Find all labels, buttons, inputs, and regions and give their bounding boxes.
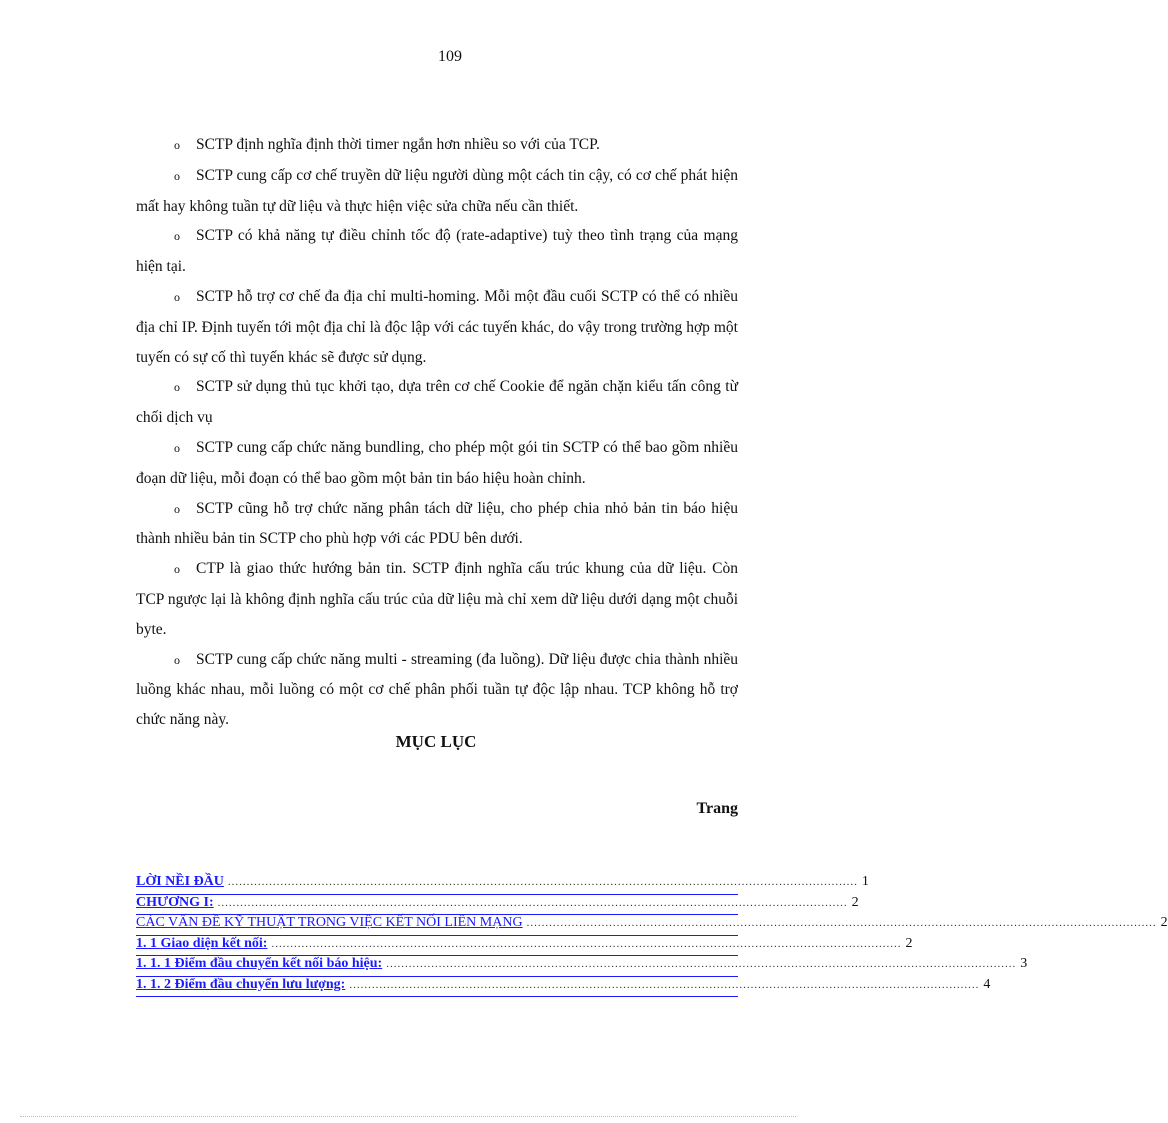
toc-leader-dots: ........................................................................................................................................................................ (271, 937, 902, 950)
bullet-icon: o (174, 229, 180, 244)
bullet-icon: o (174, 380, 180, 395)
toc-leader-dots: ........................................................................................................................................................................ (227, 876, 858, 888)
bullet-icon: o (174, 168, 180, 183)
bullet-icon: o (174, 562, 180, 577)
toc-entry-label[interactable]: 1. 1. 2 Điểm đầu chuyển lưu lượng: (136, 976, 346, 992)
toc-leader-dots: ........................................................................................................................................................................ (349, 978, 980, 991)
toc-leader-dots: ........................................................................................................................................................................ (526, 917, 1157, 929)
bullet-paragraph: o SCTP cung cấp chức năng multi - streaming (đa luồng). Dữ liệu được chia thành nhiều luồng khác nhau, mỗi luồng có một cơ chế phân phối tuần tự độc lập nhau. TCP không hỗ trợ chức năng này. (136, 645, 738, 735)
toc-entry[interactable] (136, 915, 1168, 936)
toc-entry-label[interactable]: CÁC VẤN ĐỀ KỸ THUẬT TRONG VIỆC KẾT NỐI LIÊN MẠNG (136, 915, 523, 930)
toc-page-header: Trang (696, 800, 738, 817)
bullet-icon: o (174, 138, 180, 152)
toc-leader-dots: ........................................................................................................................................................................ (386, 958, 1017, 970)
bullet-paragraph: o SCTP có khả năng tự điều chỉnh tốc độ (rate-adaptive) tuỳ theo tình trạng của mạng hiện tại. (136, 221, 738, 282)
toc-entry-label[interactable]: 1. 1. 1 Điểm đầu chuyển kết nối báo hiệu: (136, 956, 383, 971)
bullet-icon: o (174, 652, 180, 667)
toc-entry-label[interactable]: LỜI NỀI ĐẦU (136, 874, 224, 889)
toc-entry-page: 2 (1160, 915, 1168, 930)
toc-title: MỤC LỤC (395, 732, 477, 751)
toc-entry[interactable] (136, 894, 859, 916)
bullet-paragraph: o SCTP sử dụng thủ tục khởi tạo, dựa trên cơ chế Cookie để ngăn chặn kiểu tấn công từ chối dịch vụ (136, 372, 738, 433)
bullet-paragraph: o SCTP hỗ trợ cơ chế đa địa chỉ multi-homing. Mỗi một đầu cuối SCTP có thể có nhiều địa chỉ IP. Định tuyến tới một địa chỉ là độc lập với các tuyến khác, do vậy trong trường hợp một tuyến có sự cố thì tuyến khác sẽ được sử dụng. (136, 282, 738, 372)
bullet-paragraph: o SCTP định nghĩa định thời timer ngắn hơn nhiều so với của TCP. (136, 130, 738, 161)
bullet-icon: o (174, 440, 180, 455)
toc-entry[interactable] (136, 956, 1028, 977)
bullet-icon: o (174, 289, 180, 304)
bullet-paragraph: o SCTP cung cấp cơ chế truyền dữ liệu người dùng một cách tin cậy, có cơ chế phát hiện mất hay không tuần tự dữ liệu và thực hiện việc sửa chữa nếu cần thiết. (136, 161, 738, 222)
bullet-paragraph: o CTP là giao thức hướng bản tin. SCTP định nghĩa cấu trúc khung của dữ liệu. Còn TCP ngược lại là không định nghĩa cấu trúc của dữ liệu mà chỉ xem dữ liệu dưới dạng một chuỗi byte. (136, 554, 738, 644)
bullet-paragraph: o SCTP cũng hỗ trợ chức năng phân tách dữ liệu, cho phép chia nhỏ bản tin báo hiệu thành nhiều bản tin SCTP cho phù hợp với các PDU bên dưới. (136, 494, 738, 555)
toc-entry-page: 1 (861, 874, 869, 889)
toc-entry-page: 2 (851, 894, 859, 910)
toc-entry[interactable] (136, 976, 991, 998)
toc-entry-label[interactable]: CHƯƠNG I: (136, 894, 214, 910)
bullet-paragraph: o SCTP cung cấp chức năng bundling, cho phép một gói tin SCTP có thể bao gồm nhiều đoạn dữ liệu, mỗi đoạn có thể bao gồm một bản tin báo hiệu hoàn chỉnh. (136, 433, 738, 494)
page-number: 109 (438, 48, 462, 65)
toc-entry[interactable] (136, 874, 869, 895)
body-text (136, 130, 738, 735)
page-bottom-border (20, 1116, 796, 1117)
toc-entry-label[interactable]: 1. 1 Giao diện kết nối: (136, 935, 268, 951)
toc-entry-page: 4 (983, 976, 991, 992)
toc-entry-page: 3 (1020, 956, 1028, 971)
toc-entry-page: 2 (905, 935, 913, 951)
table-of-contents (136, 874, 1168, 997)
toc-leader-dots: ........................................................................................................................................................................ (217, 896, 848, 909)
toc-entry[interactable] (136, 935, 913, 957)
bullet-icon: o (174, 501, 180, 516)
